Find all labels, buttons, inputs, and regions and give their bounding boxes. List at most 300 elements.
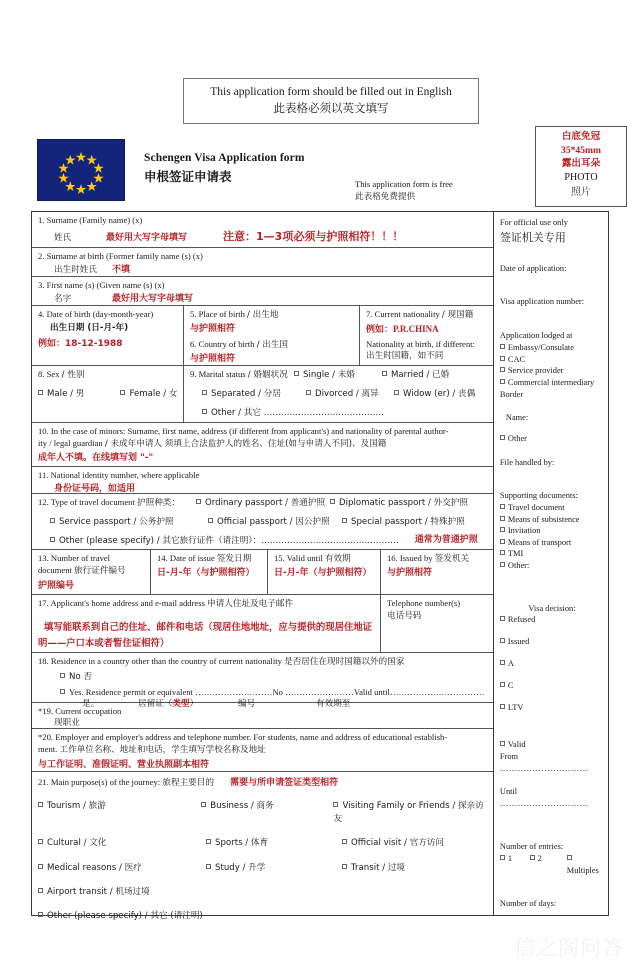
field-15-hint: 日-月-年（与护照相符） (274, 568, 372, 579)
checkbox-passport-other[interactable] (50, 534, 399, 547)
option-label: Visiting Family or Friends / 探亲访友 (333, 801, 484, 825)
field-17-home-address[interactable] (32, 595, 381, 652)
checkbox-icon (500, 379, 505, 384)
checkbox-decision-ltv[interactable] (500, 702, 604, 714)
option-label: Separated / 分居 (211, 389, 281, 400)
checkbox-lodged-service-provider[interactable] (500, 365, 604, 377)
official-date-of-application[interactable]: Date of application: (499, 263, 567, 273)
checkbox-icon (500, 539, 505, 544)
field-9-label (190, 368, 294, 381)
visa-application-table (31, 211, 609, 922)
field-9-label-cn: / 婚姻状况 (247, 369, 288, 380)
checkbox-icon (500, 682, 505, 687)
field-17-phone-cn: 电话号码 (387, 610, 422, 621)
field-1-hint: 最好用大写字母填写 (106, 233, 188, 244)
checkbox-icon (342, 864, 347, 869)
field-14-label-cn: 签发日期 (216, 554, 252, 565)
checkbox-entries-multiple[interactable] (567, 853, 604, 877)
field-8-label (38, 368, 179, 381)
field-8-options (38, 387, 179, 400)
official-border-label: Border (499, 389, 524, 399)
checkbox-decision-issued[interactable] (500, 636, 604, 648)
option-label: CAC (507, 354, 526, 364)
fields-8-9-group (32, 366, 493, 423)
field-3-hint: 最好用大写字母填写 (112, 294, 194, 305)
option-label: Married / 已婚 (391, 369, 450, 380)
official-supporting-docs-label: Supporting documents: (499, 491, 578, 501)
eu-flag-icon (37, 139, 125, 201)
checkbox-icon (500, 367, 505, 372)
checkbox-icon (530, 855, 535, 860)
checkbox-icon (38, 912, 43, 917)
field-20-label-en: *20. Employer and employer's address and telephone number. For students, name and address of educational establish- (38, 732, 448, 743)
option-label: Diplomatic passport / 外交护照 (339, 497, 468, 508)
field-4-hint: 例如：18-12-1988 (38, 339, 123, 350)
option-label: Official passport / 因公护照 (217, 516, 330, 527)
until-label: Until (499, 787, 518, 797)
option-label: Travel document (507, 502, 565, 512)
field-21-hint: 需要与所申请签证类型相符 (230, 778, 339, 789)
checkbox-entries-2[interactable] (530, 853, 567, 877)
checkbox-icon (202, 409, 207, 414)
field-15-valid-until[interactable] (268, 550, 381, 594)
official-number-of-days[interactable]: Number of days: (499, 899, 557, 909)
checkbox-marital-widow[interactable] (394, 387, 475, 400)
option-label: Airport transit / 机场过境 (47, 886, 150, 897)
field-21-options-row-3 (38, 861, 488, 874)
fields-13-to-16-group (32, 550, 493, 595)
field-2-hint: 不填 (112, 265, 131, 276)
photo-placeholder-box (535, 126, 627, 207)
checkbox-purpose-airport-transit[interactable] (38, 885, 150, 898)
field-13-label-en2: document (38, 565, 72, 576)
field-21-options-row-1 (38, 799, 488, 825)
field-18-residence-other-country[interactable] (32, 653, 493, 709)
checkbox-passport-service[interactable] (38, 515, 208, 528)
field-5-label-en: 5. Place of birth (190, 308, 245, 319)
field-17-phone-en: Telephone number(s) (387, 598, 461, 609)
field-21-options-row-5 (38, 909, 488, 922)
field-5-label (190, 308, 355, 321)
field-11-label-cn: 身份证号码，如适用 (54, 483, 136, 494)
field-10-label-en: 10. In the case of minors: Surname, first name, address (if different from applicant's) and nationality of parental author- (38, 425, 449, 436)
field-18-sub-2-red: 类型 (172, 698, 190, 709)
photo-note-2: 35*45mm (561, 144, 601, 156)
field-10-label-en2: ity / legal guardian (38, 437, 103, 448)
option-label: Business / 商务 (210, 801, 274, 812)
field-7-hint: 例如：P.R.CHINA (366, 324, 439, 335)
checkbox-passport-special[interactable] (342, 515, 465, 528)
checkbox-purpose-official-visit[interactable] (342, 836, 444, 849)
from-label: From (499, 751, 519, 761)
field-18-label (38, 655, 488, 668)
option-label: Other (507, 434, 527, 444)
photo-note-3: 露出耳朵 (561, 158, 601, 170)
field-20-employer[interactable] (32, 729, 493, 772)
field-15-label-cn: 有效期 (324, 554, 351, 565)
option-label: Means of subsistence (507, 514, 580, 524)
checkbox-decision-refused[interactable] (500, 614, 604, 626)
field-6-hint: 与护照相符 (190, 354, 236, 365)
field-9-second-line (190, 387, 489, 400)
option-label: 1 (507, 854, 513, 864)
checkbox-icon (196, 499, 201, 504)
checkbox-marital-separated[interactable] (190, 387, 306, 400)
option-label: Single / 未婚 (303, 369, 355, 380)
field-18-sub-3: 编号 (238, 698, 256, 709)
checkbox-icon (394, 390, 399, 395)
checkbox-purpose-cultural[interactable] (38, 836, 206, 849)
field-14-label (157, 552, 263, 565)
field-10-hint: 成年人不填。在线填写划 "-" (38, 452, 154, 463)
field-17-label (38, 597, 376, 610)
field-7-sub-cn: 出生时国籍，如不同 (366, 351, 444, 362)
field-17-telephone[interactable] (381, 595, 493, 652)
field-13-label-cn: 旅行证件编号 (74, 566, 126, 577)
field-12-third-line (38, 534, 488, 547)
checkbox-doc-means-of-subsistence[interactable] (500, 514, 604, 526)
field-17-hint-line-1: 填写能联系到自己的住址、邮件和电话（现居住地地址，应与提供的现居住地证 (44, 621, 373, 633)
checkbox-doc-travel-document[interactable] (500, 502, 604, 514)
field-4-label-cn: 出生日期 (日-月-年) (50, 323, 129, 334)
field-10-label-line2 (38, 437, 488, 450)
checkbox-lodged-commercial-intermediary[interactable] (500, 377, 604, 389)
field-10-minors[interactable] (32, 423, 493, 467)
field-21-options-row-2 (38, 836, 488, 849)
field-16-label (387, 552, 489, 565)
checkbox-icon (500, 516, 505, 521)
field-19-current-occupation[interactable] (32, 703, 493, 729)
field-7-sub-en: Nationality at birth, if different: (366, 338, 475, 349)
field-8-label-cn: / 性别 (61, 369, 85, 380)
checkbox-passport-ordinary[interactable] (196, 496, 330, 509)
checkbox-icon (382, 371, 387, 376)
field-8-sex[interactable] (32, 366, 184, 422)
field-12-label (38, 496, 196, 509)
checkbox-icon (201, 802, 206, 807)
field-3-label-cn: 名字 (54, 294, 72, 305)
checkbox-icon (500, 435, 505, 440)
checkbox-icon (500, 562, 505, 567)
checkbox-icon (500, 356, 505, 361)
option-label: Commercial intermediary (507, 378, 595, 388)
field-6-label-cn: / 出生国 (256, 339, 289, 350)
field-9-marital-status[interactable] (184, 366, 493, 422)
form-title-chinese: 申根签证申请表 (144, 169, 232, 184)
option-label: LTV (507, 702, 524, 712)
option-label: Other (please specify) / 其它 (请注明) (47, 911, 203, 922)
field-11-label-en: 11. National identity number, where applicable (38, 469, 200, 480)
notice-line-chinese: 此表格必须以英文填写 (273, 100, 389, 115)
checkbox-purpose-tourism[interactable] (38, 799, 201, 825)
field-18-sub-1: 是。 (82, 698, 100, 709)
photo-label-chinese: 照片 (571, 186, 591, 198)
checkbox-icon (206, 839, 211, 844)
official-title-cn: 签证机关专用 (499, 230, 566, 244)
official-visa-decision-label: Visa decision: (528, 603, 576, 613)
checkbox-doc-means-of-transport[interactable] (500, 537, 604, 549)
field-1-surname[interactable] (32, 212, 493, 248)
checkbox-purpose-transit[interactable] (342, 861, 405, 874)
applicant-fields-column (32, 212, 494, 922)
checkbox-icon (500, 638, 505, 643)
checkbox-lodged-embassy[interactable] (500, 342, 604, 354)
field-14-date-of-issue[interactable] (151, 550, 268, 594)
option-label: Female / 女 (129, 389, 178, 400)
field-21-options-row-4 (38, 885, 488, 898)
checkbox-residence-yes[interactable] (38, 686, 488, 698)
checkbox-purpose-other[interactable] (38, 909, 203, 922)
field-7-current-nationality[interactable] (360, 306, 493, 365)
field-4-label-en: 4. Date of birth (day-month-year) (38, 308, 154, 319)
checkbox-lodged-other[interactable] (500, 433, 604, 445)
option-label: C (507, 680, 514, 690)
checkbox-purpose-medical[interactable] (38, 861, 206, 874)
option-label: Other (please specify) / 其它旅行证件（请注明）：………………………………………… (59, 535, 399, 546)
field-15-label-en: 15. Valid until (274, 553, 323, 564)
checkbox-icon (50, 537, 55, 542)
option-label: Special passport / 特殊护照 (351, 516, 465, 527)
field-21-label-en: 21. Main purpose(s) of the journey: (38, 777, 161, 788)
checkbox-icon (306, 390, 311, 395)
option-label: Transit / 过境 (351, 862, 406, 873)
checkbox-icon (38, 390, 43, 395)
checkbox-doc-other[interactable] (500, 560, 604, 572)
checkbox-icon (500, 704, 505, 709)
field-1-label-en: 1. Surname (Family name) (x) (38, 215, 143, 225)
english-notice-banner (183, 78, 479, 124)
field-18-label-cn: 是否居住在现时国籍以外的国家 (284, 657, 405, 668)
field-17-label-en: 17. Applicant's home address and e-mail address (38, 598, 205, 609)
field-3-first-name[interactable] (32, 277, 493, 306)
field-7-label-en: 7. Current nationality (366, 308, 440, 319)
official-lodged-at-label: Application lodged at (499, 331, 573, 341)
checkbox-icon (206, 864, 211, 869)
field-16-label-en: 16. Issued by (387, 553, 433, 564)
field-16-issued-by[interactable] (381, 550, 493, 594)
official-file-handled-by[interactable]: File handled by: (499, 458, 555, 468)
checkbox-icon (208, 518, 213, 523)
checkbox-icon (500, 550, 505, 555)
checkbox-icon (500, 855, 505, 860)
checkbox-marital-married[interactable] (382, 368, 449, 381)
checkbox-purpose-sports[interactable] (206, 836, 342, 849)
checkbox-icon (202, 390, 207, 395)
option-label: Service provider (507, 366, 564, 376)
field-9-label-en: 9. Marital status (190, 368, 246, 379)
option-label: Other: (507, 560, 530, 570)
checkbox-icon (38, 888, 43, 893)
field-21-main-purpose[interactable] (32, 772, 493, 924)
field-18-label-en: 18. Residence in a country other than the country of current nationality (38, 656, 282, 667)
field-12-label-en: 12. Type of travel document (38, 496, 135, 507)
checkbox-icon (567, 855, 572, 860)
field-7-label (366, 308, 489, 321)
notice-line-english: This application form should be filled out in English (210, 86, 452, 98)
field-20-hint: 与工作证明、准假证明、营业执照副本相符 (38, 759, 210, 770)
checkbox-marital-divorced[interactable] (306, 387, 394, 400)
official-valid-from[interactable] (500, 751, 604, 775)
field-13-label-en: 13. Number of travel (38, 553, 111, 564)
official-name-label[interactable]: Name: (505, 413, 529, 423)
option-label: TMI (507, 549, 524, 559)
photo-label-english: PHOTO (564, 171, 598, 183)
field-2-label-cn: 出生时姓氏 (54, 265, 97, 276)
field-18-sub-4: 有效期至 (316, 698, 351, 709)
checkbox-decision-a[interactable] (500, 658, 604, 670)
option-label: Cultural / 文化 (47, 838, 107, 849)
checkbox-purpose-visiting[interactable] (333, 799, 487, 825)
checkbox-icon (500, 527, 505, 532)
option-label: 2 (537, 854, 542, 864)
field-17-label-cn: 申请人住址及电子邮件 (207, 599, 294, 610)
field-20-label-en2: ment. (38, 744, 58, 755)
field-14-hint: 日-月-年（与护照相符） (157, 568, 255, 579)
fields-4-to-7-group (32, 306, 493, 366)
checkbox-residence-no[interactable] (38, 670, 488, 683)
photo-note-1: 白底免冠 (561, 131, 601, 142)
option-label: No 否 (69, 672, 93, 683)
field-15-label (274, 552, 376, 565)
field-13-label-line2 (38, 564, 146, 577)
field-20-label-cn: 工作单位名称、地址和电话，学生填写学校名称及地址 (59, 745, 266, 756)
field-16-label-cn: 签发机关 (434, 554, 470, 565)
option-label: A (507, 658, 514, 668)
checkbox-entries-1[interactable] (500, 853, 530, 877)
option-label: Medical reasons / 医疗 (47, 862, 142, 873)
field-21-label-cn: 旅程主要目的 (162, 778, 214, 789)
checkbox-icon (60, 689, 65, 694)
official-use-column (494, 212, 608, 915)
checkbox-icon (500, 344, 505, 349)
option-label: Sports / 体育 (215, 838, 269, 849)
option-label: Ordinary passport / 普通护照 (205, 497, 326, 508)
checkbox-icon (342, 518, 347, 523)
field-6-label (190, 338, 355, 351)
checkbox-icon (500, 741, 505, 746)
option-label: Invitation (507, 526, 541, 536)
field-5-hint: 与护照相符 (190, 324, 236, 335)
checkbox-icon (120, 390, 125, 395)
official-valid-until[interactable] (500, 786, 604, 810)
field-17-group (32, 595, 493, 653)
field-12-type-of-travel-document[interactable] (32, 494, 493, 551)
field-13-document-number[interactable] (32, 550, 151, 594)
checkbox-passport-diplomatic[interactable] (330, 496, 468, 509)
checkbox-passport-official[interactable] (208, 515, 342, 528)
checkbox-sex-female[interactable] (120, 387, 177, 400)
until-dots: ………………………… (499, 799, 589, 809)
checkbox-icon (500, 616, 505, 621)
option-label: Service passport / 公务护照 (59, 516, 174, 527)
checkbox-marital-other[interactable] (190, 406, 489, 419)
field-11-national-identity-number[interactable] (32, 467, 493, 494)
official-number-of-entries-label: Number of entries: (499, 842, 564, 852)
field-2-surname-at-birth[interactable] (32, 248, 493, 277)
field-2-label-en: 2. Surname at birth (Former family name (s) (x) (38, 250, 203, 261)
option-label: Means of transport (507, 537, 572, 547)
option-label: Widow (er) / 丧偶 (403, 389, 476, 400)
checkbox-sex-male[interactable] (38, 387, 84, 400)
checkbox-doc-invitation[interactable] (500, 525, 604, 537)
field-6-label-en: 6. Country of birth (190, 338, 255, 349)
option-label: Divorced / 离异 (315, 389, 379, 400)
option-label: Yes. Residence permit or equivalent ………………………No ……………………Valid until…………………………… (69, 686, 485, 697)
official-entries-options (500, 853, 604, 877)
field-8-label-en: 8. Sex (38, 368, 60, 379)
field-12-second-line (38, 515, 488, 528)
option-label: Multiples (566, 866, 599, 876)
option-label: Refused (507, 615, 536, 625)
field-20-label-line2 (38, 743, 488, 756)
option-label: Issued (507, 637, 530, 647)
passport-match-warning: 注意：1—3项必须与护照相符！！！ (223, 230, 404, 244)
field-5-label-cn: / 出生地 (247, 309, 279, 320)
free-note-english: This application form is free (355, 179, 453, 189)
field-19-label-cn: 现职业 (54, 718, 80, 729)
checkbox-icon (333, 802, 338, 807)
field-18-sub-2-post: ） (189, 698, 199, 709)
checkbox-decision-c[interactable] (500, 680, 604, 692)
checkbox-marital-single[interactable] (294, 368, 382, 381)
free-note-chinese: 此表格免费提供 (355, 191, 416, 202)
checkbox-purpose-study[interactable] (206, 861, 342, 874)
option-label: Embassy/Consulate (507, 343, 574, 353)
option-label: Male / 男 (47, 389, 85, 400)
field-13-hint: 护照编号 (38, 580, 75, 591)
fields-5-6-place-country-of-birth[interactable] (184, 306, 360, 365)
option-label: Other / 其它 …………………………………… (211, 408, 384, 419)
checkbox-icon (38, 802, 43, 807)
field-12-first-line (38, 496, 488, 509)
checkbox-icon (294, 371, 299, 376)
checkbox-icon (500, 660, 505, 665)
field-1-label-cn: 姓氏 (54, 233, 72, 244)
field-16-hint: 与护照相符 (387, 568, 433, 579)
checkbox-purpose-business[interactable] (201, 799, 333, 825)
field-14-label-en: 14. Date of issue (157, 553, 215, 564)
free-form-note (355, 178, 453, 204)
option-label: Valid (507, 739, 526, 749)
option-label: Official visit / 官方访问 (351, 838, 445, 849)
official-title-en: For official use only (499, 218, 568, 227)
field-12-label-cn: 护照种类： (137, 497, 180, 508)
checkbox-icon (50, 518, 55, 523)
option-label: Tourism / 旅游 (47, 801, 106, 812)
checkbox-doc-tmi[interactable] (500, 548, 604, 560)
checkbox-icon (342, 839, 347, 844)
official-visa-application-number[interactable]: Visa application number: (499, 297, 585, 307)
site-watermark: 信之阁问答 (514, 936, 624, 960)
field-18-sub-2-pre: 居留证（ (138, 698, 173, 709)
from-dots: ………………………… (499, 763, 589, 773)
field-17-hint-line-2: 明——户口本或者暂住证相符） (38, 637, 170, 649)
checkbox-icon (500, 504, 505, 509)
checkbox-icon (60, 673, 65, 678)
checkbox-lodged-cac[interactable] (500, 354, 604, 366)
option-label: Study / 升学 (215, 862, 266, 873)
field-10-label-cn: / 未成年申请人 须填上合法监护人的姓名、住址(如与申请人不同)、及国籍 (104, 438, 387, 449)
field-19-label-en: *19. Current occupation (38, 706, 122, 717)
field-9-first-line (190, 368, 489, 381)
field-21-label (38, 776, 488, 790)
form-title-english: Schengen Visa Application form (144, 152, 305, 164)
field-4-date-of-birth[interactable] (32, 306, 184, 365)
field-3-label-en: 3. First name (s) (Given name (s) (x) (38, 279, 165, 290)
field-7-label-cn: / 现国籍 (441, 309, 474, 320)
field-12-hint: 通常为普通护照 (414, 534, 478, 545)
checkbox-valid[interactable] (500, 739, 604, 751)
